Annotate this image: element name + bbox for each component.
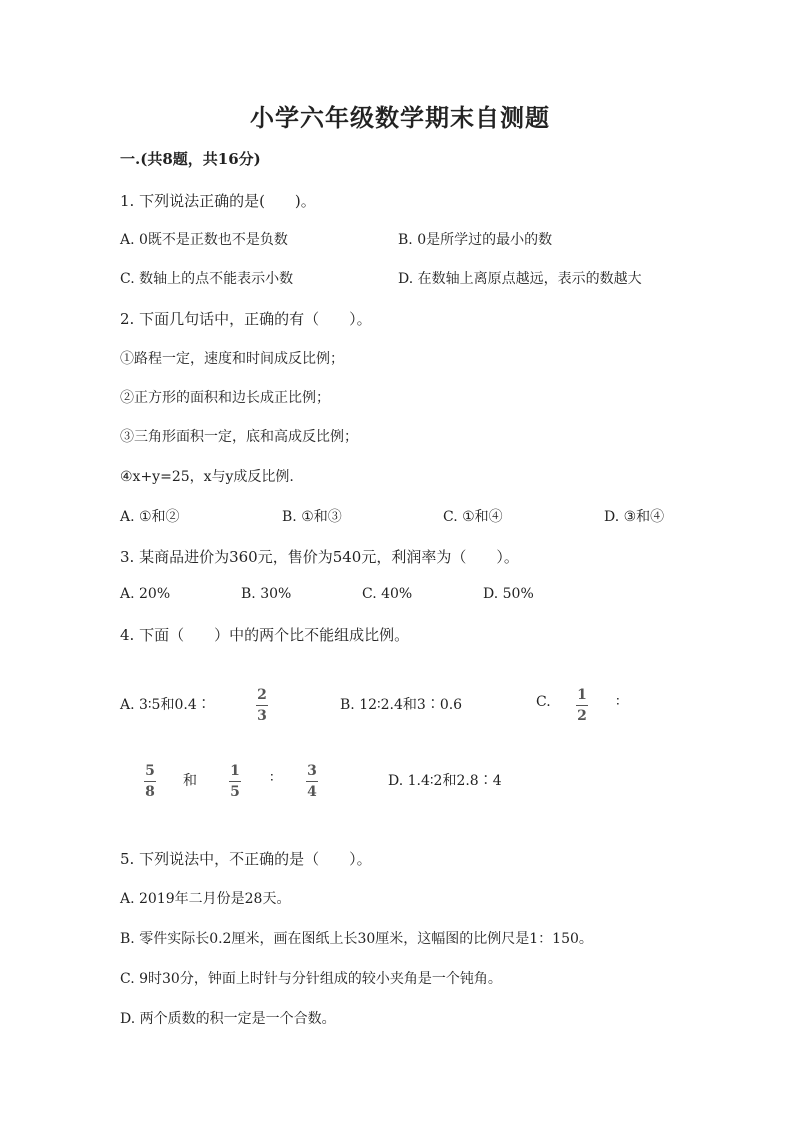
q4-option-b[interactable]: B. 12∶2.4和3∶0.6 <box>340 697 463 713</box>
fraction-bar <box>576 705 588 706</box>
q4-option-a-fraction <box>256 688 268 723</box>
q5-option-b[interactable]: B. 零件实际长0.2厘米，画在图纸上长30厘米，这幅图的比例尺是1：150。 <box>120 931 593 947</box>
q3-option-c[interactable]: C. 40% <box>362 586 413 602</box>
q2-option-b[interactable]: B. ①和③ <box>282 509 342 525</box>
q2-statement-4: ④x+y=25，x与y成反比例. <box>120 469 294 485</box>
question-5-stem: 5. 下列说法中，不正确的是（ ）。 <box>120 850 372 868</box>
ratio-colon: ∶ <box>616 694 620 710</box>
question-3-stem: 3. 某商品进价为360元，售价为540元，利润率为（ ）。 <box>120 548 519 566</box>
q3-option-a[interactable]: A. 20% <box>120 586 171 602</box>
q2-statement-1: ①路程一定，速度和时间成反比例； <box>120 351 344 367</box>
q5-option-d[interactable]: D. 两个质数的积一定是一个合数。 <box>120 1011 336 1027</box>
q4-option-c[interactable]: C. <box>536 694 551 710</box>
q2-option-d[interactable]: D. ③和④ <box>604 509 665 525</box>
q1-option-b[interactable]: B. 0是所学过的最小的数 <box>398 232 553 248</box>
fraction-numerator: 1 <box>230 763 240 779</box>
q2-statement-3: ③三角形面积一定，底和高成反比例； <box>120 429 358 445</box>
fraction-denominator: 3 <box>257 708 267 724</box>
q4-option-c-fraction-2 <box>144 764 156 799</box>
question-2-stem: 2. 下面几句话中，正确的有（ ）。 <box>120 310 372 328</box>
q4-option-d[interactable]: D. 1.4∶2和2.8∶4 <box>388 773 502 789</box>
fraction-denominator: 5 <box>230 784 240 800</box>
question-1-stem: 1. 下列说法正确的是( )。 <box>120 192 316 210</box>
q3-option-b[interactable]: B. 30% <box>241 586 292 602</box>
fraction-numerator: 1 <box>577 687 587 703</box>
fraction-bar <box>306 781 318 782</box>
q4-option-c-fraction-4 <box>306 764 318 799</box>
q1-option-d[interactable]: D. 在数轴上离原点越远，表示的数越大 <box>398 271 642 287</box>
q3-option-d[interactable]: D. 50% <box>483 586 534 602</box>
q1-option-a[interactable]: A. 0既不是正数也不是负数 <box>120 232 288 248</box>
fraction-denominator: 8 <box>145 784 155 800</box>
fraction-denominator: 4 <box>307 784 317 800</box>
q4-option-c-fraction-1 <box>576 688 588 723</box>
q4-option-a[interactable]: A. 3∶5和0.4∶ <box>120 697 211 713</box>
q5-option-a[interactable]: A. 2019年二月份是28天。 <box>120 891 291 907</box>
fraction-numerator: 5 <box>145 763 155 779</box>
page-title: 小学六年级数学期末自测题 <box>250 103 550 132</box>
ratio-colon: ∶ <box>270 770 274 786</box>
fraction-bar <box>256 705 268 706</box>
fraction-numerator: 2 <box>257 687 267 703</box>
q4-option-c-fraction-3 <box>229 764 241 799</box>
fraction-numerator: 3 <box>307 763 317 779</box>
q1-option-c[interactable]: C. 数轴上的点不能表示小数 <box>120 271 294 287</box>
section-heading: 一.(共8题，共16分) <box>120 150 261 168</box>
q2-option-c[interactable]: C. ①和④ <box>443 509 503 525</box>
question-4-stem: 4. 下面（ ）中的两个比不能组成比例。 <box>120 626 410 644</box>
q2-statement-2: ②正方形的面积和边长成正比例； <box>120 390 330 406</box>
and-word: 和 <box>183 773 197 789</box>
fraction-bar <box>144 781 156 782</box>
q2-option-a[interactable]: A. ①和② <box>120 509 180 525</box>
q5-option-c[interactable]: C. 9时30分，钟面上时针与分针组成的较小夹角是一个钝角。 <box>120 971 502 987</box>
fraction-bar <box>229 781 241 782</box>
fraction-denominator: 2 <box>577 708 587 724</box>
